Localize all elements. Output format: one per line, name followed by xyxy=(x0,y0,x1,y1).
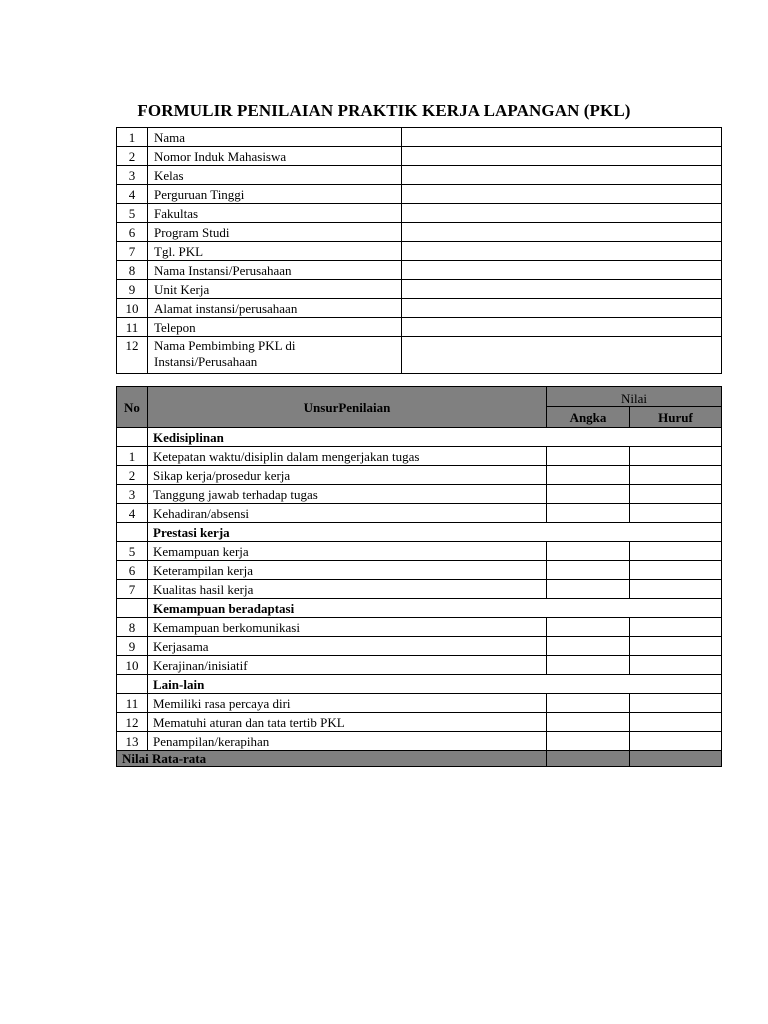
identity-row-label: Perguruan Tinggi xyxy=(148,185,402,204)
criterion-label: Kemampuan berkomunikasi xyxy=(148,618,547,637)
identity-row-number: 3 xyxy=(117,166,148,185)
criterion-label: Keterampilan kerja xyxy=(148,561,547,580)
identity-value-field[interactable] xyxy=(402,147,722,166)
identity-row xyxy=(117,261,722,280)
identity-row-number: 8 xyxy=(117,261,148,280)
criterion-row xyxy=(117,466,722,485)
identity-value-field[interactable] xyxy=(402,166,722,185)
identity-row-number: 11 xyxy=(117,318,148,337)
category-label: Prestasi kerja xyxy=(148,523,722,542)
score-angka-field[interactable] xyxy=(547,580,630,599)
identity-value-field[interactable] xyxy=(402,318,722,337)
identity-row xyxy=(117,128,722,147)
score-huruf-field[interactable] xyxy=(630,466,722,485)
criterion-label: Ketepatan waktu/disiplin dalam mengerjakan tugas xyxy=(148,447,547,466)
average-huruf-field[interactable] xyxy=(630,751,722,767)
criterion-label: Kemampuan kerja xyxy=(148,542,547,561)
category-row xyxy=(117,523,722,542)
criterion-row xyxy=(117,618,722,637)
identity-value-field[interactable] xyxy=(402,280,722,299)
criterion-label: Kerjasama xyxy=(148,637,547,656)
identity-row-number: 4 xyxy=(117,185,148,204)
category-number-cell xyxy=(117,599,148,618)
criterion-number: 10 xyxy=(117,656,148,675)
identity-value-field[interactable] xyxy=(402,204,722,223)
score-angka-field[interactable] xyxy=(547,713,630,732)
identity-row-number: 10 xyxy=(117,299,148,318)
identity-row xyxy=(117,223,722,242)
criterion-number: 11 xyxy=(117,694,148,713)
identity-row-number: 12 xyxy=(117,337,148,374)
score-huruf-field[interactable] xyxy=(630,713,722,732)
criterion-number: 6 xyxy=(117,561,148,580)
header-nilai: Nilai xyxy=(547,387,722,407)
identity-value-field[interactable] xyxy=(402,128,722,147)
criterion-row xyxy=(117,504,722,523)
criterion-number: 1 xyxy=(117,447,148,466)
identity-row-label: Alamat instansi/perusahaan xyxy=(148,299,402,318)
header-no: No xyxy=(117,387,148,428)
identity-value-field[interactable] xyxy=(402,223,722,242)
identity-row-label: Kelas xyxy=(148,166,402,185)
criterion-number: 7 xyxy=(117,580,148,599)
criterion-row xyxy=(117,447,722,466)
average-row xyxy=(117,751,722,767)
score-huruf-field[interactable] xyxy=(630,637,722,656)
identity-value-field[interactable] xyxy=(402,299,722,318)
identity-row-label: Nomor Induk Mahasiswa xyxy=(148,147,402,166)
identity-row-label: Fakultas xyxy=(148,204,402,223)
identity-row xyxy=(117,242,722,261)
criterion-number: 5 xyxy=(117,542,148,561)
header-huruf: Huruf xyxy=(630,407,722,428)
score-huruf-field[interactable] xyxy=(630,656,722,675)
identity-row-label: Program Studi xyxy=(148,223,402,242)
score-angka-field[interactable] xyxy=(547,542,630,561)
score-angka-field[interactable] xyxy=(547,466,630,485)
category-label: Lain-lain xyxy=(148,675,722,694)
score-huruf-field[interactable] xyxy=(630,694,722,713)
category-number-cell xyxy=(117,675,148,694)
identity-row xyxy=(117,204,722,223)
assessment-table xyxy=(116,386,722,767)
identity-row-label: Telepon xyxy=(148,318,402,337)
score-angka-field[interactable] xyxy=(547,504,630,523)
criterion-label: Kualitas hasil kerja xyxy=(148,580,547,599)
score-huruf-field[interactable] xyxy=(630,542,722,561)
identity-row-number: 1 xyxy=(117,128,148,147)
score-angka-field[interactable] xyxy=(547,618,630,637)
average-angka-field[interactable] xyxy=(547,751,630,767)
score-angka-field[interactable] xyxy=(547,732,630,751)
identity-row xyxy=(117,185,722,204)
category-label: Kemampuan beradaptasi xyxy=(148,599,722,618)
criterion-number: 13 xyxy=(117,732,148,751)
criterion-row xyxy=(117,732,722,751)
score-huruf-field[interactable] xyxy=(630,618,722,637)
criterion-number: 2 xyxy=(117,466,148,485)
criterion-number: 12 xyxy=(117,713,148,732)
header-unsur-penilaian: UnsurPenilaian xyxy=(148,387,547,428)
score-huruf-field[interactable] xyxy=(630,732,722,751)
identity-row-label: Nama Instansi/Perusahaan xyxy=(148,261,402,280)
form-title: FORMULIR PENILAIAN PRAKTIK KERJA LAPANGAN (PKL) xyxy=(137,101,631,120)
criterion-label: Penampilan/kerapihan xyxy=(148,732,547,751)
identity-row-number: 2 xyxy=(117,147,148,166)
criterion-row xyxy=(117,580,722,599)
identity-value-field[interactable] xyxy=(402,261,722,280)
criterion-number: 9 xyxy=(117,637,148,656)
identity-row xyxy=(117,318,722,337)
category-row xyxy=(117,675,722,694)
score-angka-field[interactable] xyxy=(547,656,630,675)
category-row xyxy=(117,599,722,618)
identity-row xyxy=(117,166,722,185)
score-huruf-field[interactable] xyxy=(630,504,722,523)
header-angka: Angka xyxy=(547,407,630,428)
identity-row-number: 9 xyxy=(117,280,148,299)
criterion-label: Mematuhi aturan dan tata tertib PKL xyxy=(148,713,547,732)
category-number-cell xyxy=(117,523,148,542)
score-angka-field[interactable] xyxy=(547,485,630,504)
criterion-label: Sikap kerja/prosedur kerja xyxy=(148,466,547,485)
category-label: Kedisiplinan xyxy=(148,428,722,447)
identity-row-number: 6 xyxy=(117,223,148,242)
identity-value-field[interactable] xyxy=(402,242,722,261)
score-huruf-field[interactable] xyxy=(630,561,722,580)
identity-row-number: 7 xyxy=(117,242,148,261)
score-angka-field[interactable] xyxy=(547,637,630,656)
score-angka-field[interactable] xyxy=(547,447,630,466)
criterion-label: Kerajinan/inisiatif xyxy=(148,656,547,675)
identity-value-field[interactable] xyxy=(402,337,722,374)
identity-row xyxy=(117,299,722,318)
criterion-number: 3 xyxy=(117,485,148,504)
criterion-row xyxy=(117,542,722,561)
criterion-row xyxy=(117,694,722,713)
identity-table xyxy=(116,127,722,374)
criterion-label: Memiliki rasa percaya diri xyxy=(148,694,547,713)
criterion-row xyxy=(117,656,722,675)
category-row xyxy=(117,428,722,447)
identity-row-label: Unit Kerja xyxy=(148,280,402,299)
identity-row-number: 5 xyxy=(117,204,148,223)
score-huruf-field[interactable] xyxy=(630,447,722,466)
criterion-row xyxy=(117,561,722,580)
score-huruf-field[interactable] xyxy=(630,580,722,599)
criterion-row xyxy=(117,637,722,656)
identity-row xyxy=(117,280,722,299)
criterion-row xyxy=(117,713,722,732)
identity-row xyxy=(117,147,722,166)
score-angka-field[interactable] xyxy=(547,561,630,580)
identity-row-label: Tgl. PKL xyxy=(148,242,402,261)
criterion-number: 8 xyxy=(117,618,148,637)
criterion-row xyxy=(117,485,722,504)
average-label: Nilai Rata-rata xyxy=(117,751,547,767)
identity-row-label: Nama Pembimbing PKL di Instansi/Perusahaan xyxy=(148,337,402,374)
identity-row-label: Nama xyxy=(148,128,402,147)
score-angka-field[interactable] xyxy=(547,694,630,713)
criterion-number: 4 xyxy=(117,504,148,523)
identity-row xyxy=(117,337,722,374)
criterion-label: Kehadiran/absensi xyxy=(148,504,547,523)
identity-value-field[interactable] xyxy=(402,185,722,204)
criterion-label: Tanggung jawab terhadap tugas xyxy=(148,485,547,504)
score-huruf-field[interactable] xyxy=(630,485,722,504)
category-number-cell xyxy=(117,428,148,447)
